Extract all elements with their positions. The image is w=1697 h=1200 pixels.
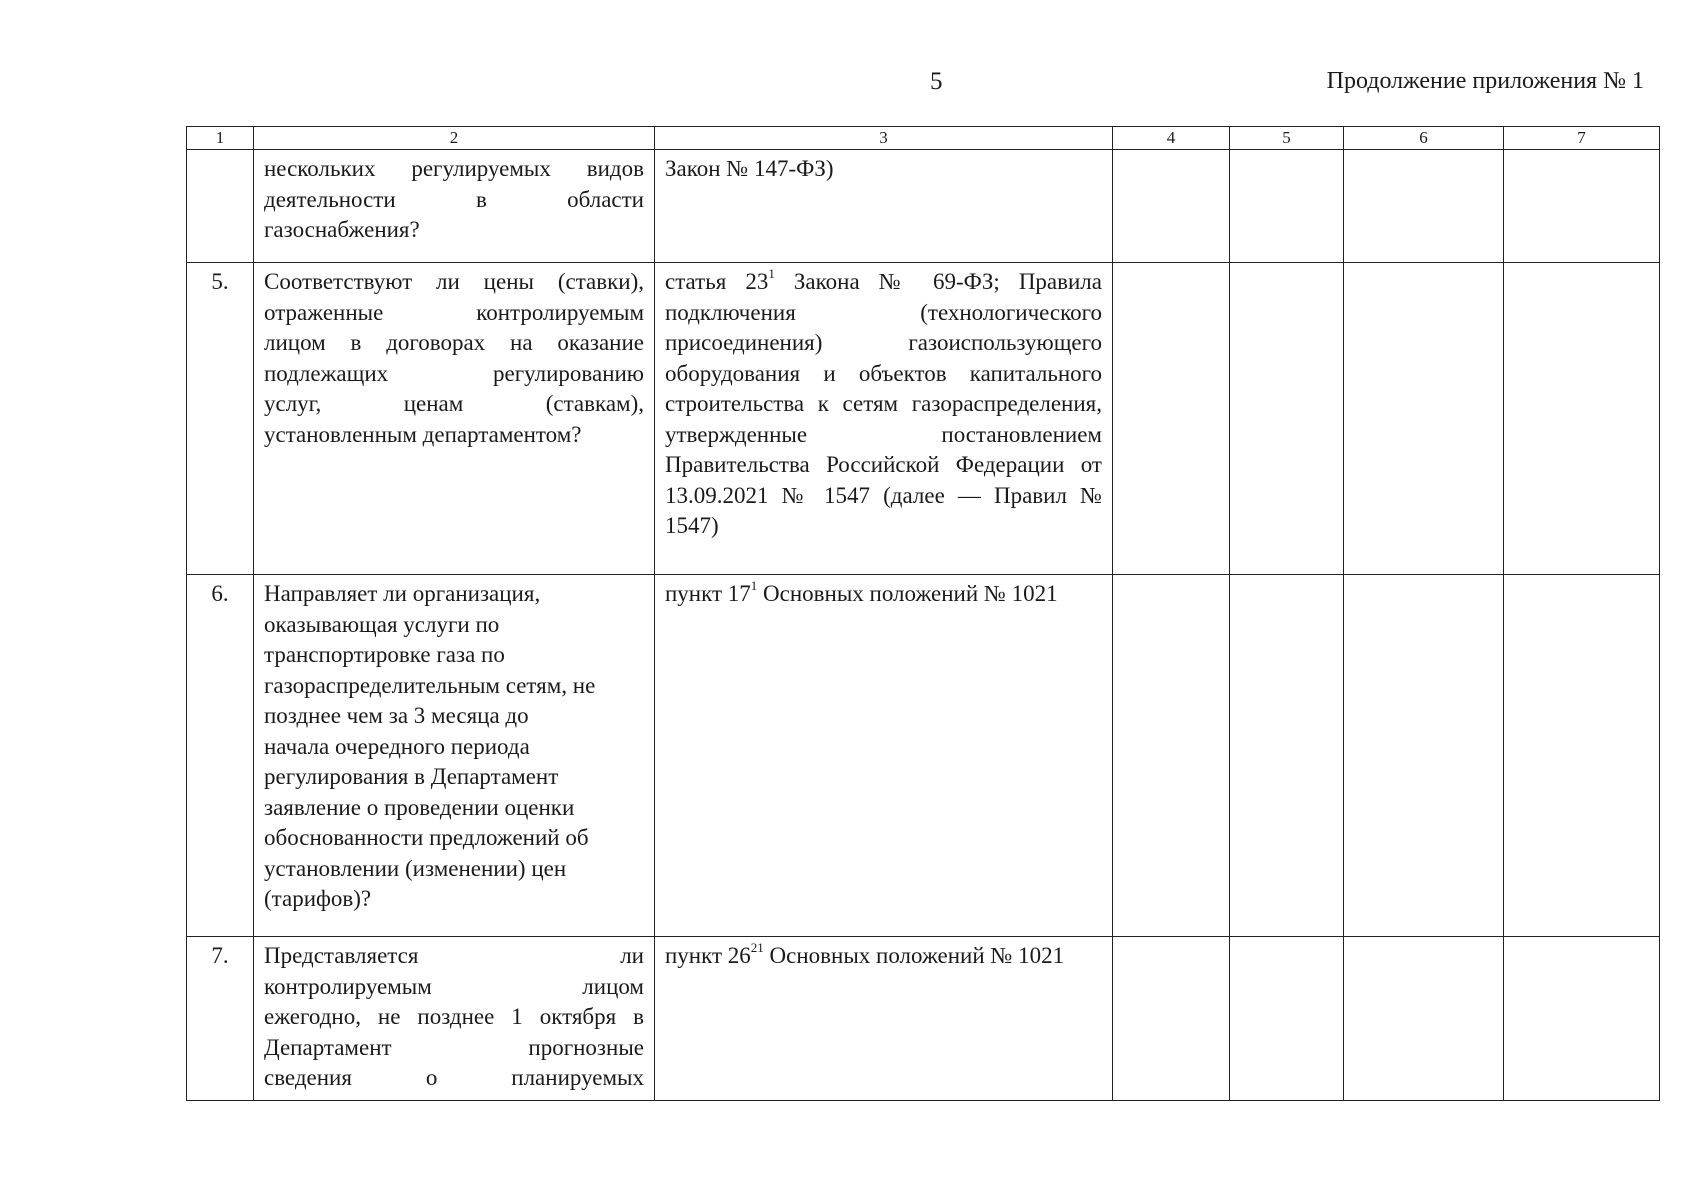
legal-basis-text: Закон № 147-ФЗ) (665, 156, 834, 181)
question-line: контролируемым лицом (264, 973, 644, 999)
question-line: оказывающая услуги по (264, 611, 500, 637)
question-line: лицом в договорах на оказание (264, 330, 644, 355)
legal-basis-text: пункт 17 (665, 581, 751, 606)
empty-cell (1504, 263, 1660, 575)
question-line: (тарифов)? (264, 886, 372, 911)
inspection-checklist-table (186, 126, 1660, 1101)
legal-basis-cell (655, 150, 1113, 263)
question-line: заявление о проведении оценки (264, 794, 575, 820)
empty-cell (1230, 575, 1344, 937)
column-header-7: 7 (1504, 127, 1660, 150)
question-line: обоснованности предложений об (264, 825, 589, 850)
column-header-2: 2 (254, 127, 655, 150)
question-line: Направляет ли организация, (264, 581, 541, 606)
question-cell (254, 263, 655, 575)
legal-basis-text: статья 23 (665, 269, 769, 294)
empty-cell (1504, 150, 1660, 263)
empty-cell (1113, 263, 1230, 575)
question-line: транспортировке газа по (264, 642, 505, 667)
empty-cell (1113, 150, 1230, 263)
column-header-1: 1 (187, 127, 254, 150)
legal-basis-cell (655, 263, 1113, 575)
column-header-6: 6 (1344, 127, 1504, 150)
column-header-3: 3 (655, 127, 1113, 150)
question-line: позднее чем за 3 месяца до (264, 703, 529, 728)
question-line: газораспределительным сетям, не (264, 672, 596, 698)
empty-cell (1344, 937, 1504, 1101)
row-number: 5. (187, 263, 254, 575)
question-line: подлежащих регулированию (264, 360, 644, 386)
appendix-continuation-note: Продолжение приложения № 1 (1326, 68, 1644, 94)
question-line: регулирования в Департамент (264, 764, 559, 789)
question-cell (254, 937, 655, 1101)
legal-basis-cell (655, 575, 1113, 937)
question-line: Соответствуют ли цены (ставки), (264, 269, 644, 294)
row-number: 7. (187, 937, 254, 1101)
column-header-5: 5 (1230, 127, 1344, 150)
table-row (187, 263, 1660, 575)
question-line: услуг, ценам (ставкам), (264, 391, 644, 416)
empty-cell (1344, 150, 1504, 263)
column-header-4: 4 (1113, 127, 1230, 150)
question-line: Департамент прогнозные (264, 1034, 644, 1060)
legal-basis-text: Закона № 69-ФЗ; Правила подключения (технологического присоединения) газоиспользующего оборудования и объектов капитального строительства к сетям газораспределения, утвержденные постановлением Правительства Российской Федерации от 13.09.2021 № 1547 (далее — Правил № 1547) (665, 269, 1102, 538)
column-number-row (187, 127, 1660, 150)
empty-cell (1230, 937, 1344, 1101)
superscript-index: 1 (768, 266, 775, 282)
question-line: нескольких регулируемых видов (264, 156, 644, 181)
empty-cell (1344, 263, 1504, 575)
empty-cell (1230, 150, 1344, 263)
question-line: деятельности в области (264, 186, 644, 212)
table-row (187, 937, 1660, 1101)
question-line: сведения о планируемых (264, 1065, 644, 1090)
empty-cell (1504, 937, 1660, 1101)
question-cell (254, 150, 655, 263)
question-line: установлении (изменении) цен (264, 855, 567, 881)
legal-basis-text: Основных положений № 1021 (763, 943, 1065, 968)
question-line: Представляется ли (264, 943, 644, 968)
row-number (187, 150, 254, 263)
question-cell (254, 575, 655, 937)
table-row (187, 150, 1660, 263)
empty-cell (1113, 575, 1230, 937)
superscript-index: 1 (750, 578, 758, 594)
legal-basis-cell (655, 937, 1113, 1101)
empty-cell (1230, 263, 1344, 575)
empty-cell (1344, 575, 1504, 937)
legal-basis-text: пункт 26 (665, 943, 751, 968)
question-line: отраженные контролируемым (264, 299, 644, 325)
superscript-index: 21 (750, 940, 764, 956)
question-line: начала очередного периода (264, 733, 530, 759)
question-line: установленным департаментом? (264, 421, 582, 447)
page-number: 5 (930, 68, 943, 95)
row-number: 6. (187, 575, 254, 937)
empty-cell (1113, 937, 1230, 1101)
legal-basis-text: Основных положений № 1021 (757, 581, 1058, 606)
empty-cell (1504, 575, 1660, 937)
question-line: газоснабжения? (264, 217, 420, 242)
table-row (187, 575, 1660, 937)
question-line: ежегодно, не позднее 1 октября в (264, 1004, 644, 1029)
